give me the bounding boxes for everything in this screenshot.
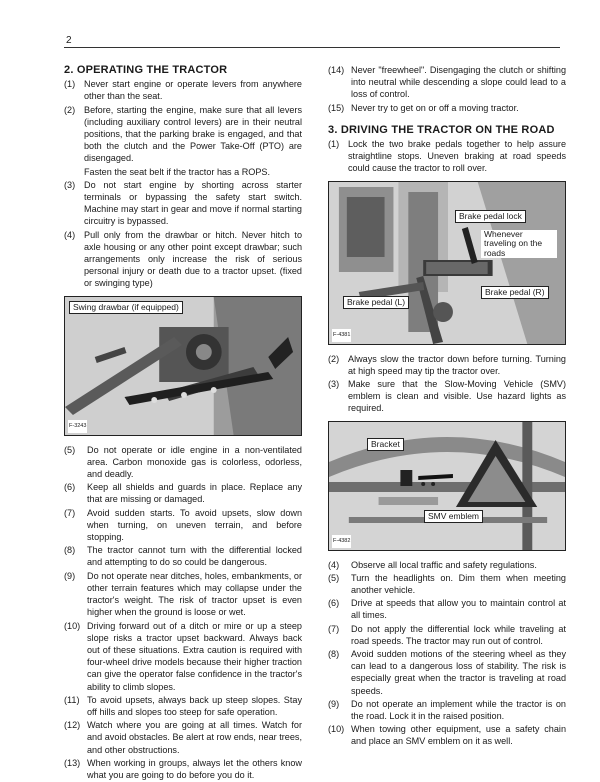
right-list-b [328,138,566,175]
list-item-text: When working in groups, always let the others know what you are going to do before you do it. [87,757,302,780]
list-item-number: (5) [64,444,76,455]
list-note: Fasten the seat belt if the tractor has a ROPS. [84,166,271,177]
list-item-text: To avoid upsets, always back up steep slopes. Stay off hills and slopes too steep for safe operation. [87,694,302,717]
list-item [328,64,566,101]
drawbar-illustration [65,297,301,435]
list-item-text: Do not operate or idle engine in a non-ventilated area. Carbon monoxide gas is colorless, odorless, and deadly. [87,444,302,480]
brake-pedal-r-label: Brake pedal (R) [481,286,549,299]
list-item [64,507,302,544]
list-item-text: Driving forward out of a ditch or mire or up a steep slope risks a tractor upset backward. Always back out of these situations. Extra caution is required with four-wheel drive models because their higher traction can give the operator false confidence in the tractor's ability to climb slopes. [87,620,302,692]
list-item [328,623,566,647]
list-item [328,572,566,596]
right-column [328,64,566,749]
list-item-text: Do not apply the differential lock while traveling at road speeds. The tractor may run out of control. [351,623,566,646]
list-item [328,723,566,747]
list-item-text: Always slow the tractor down before turning. Turning at high speed may tip the tractor over. [348,353,566,376]
list-item-number: (8) [328,649,340,660]
list-item-text: Do not start engine by shorting across starter terminals or bypassing the safety start switch. Machine may start in gear and move if normal starting circuitry is bypassed. [84,179,302,227]
list-item [328,102,566,114]
figure-code: F-3243 [68,420,87,432]
list-item [328,559,566,571]
list-item-number: (1) [328,139,340,150]
smv-emblem-figure [328,421,566,551]
figure-code: F-4381 [332,329,351,341]
list-item [328,597,566,621]
list-item-text: Do not operate near ditches, holes, embankments, or other terrain features which may collapse under the tractor's weight. The risk of tractor upset is even higher when the ground is loose or wet. [87,570,302,618]
list-item-number: (9) [64,570,76,581]
right-list-c [328,353,566,415]
list-item-text: Before, starting the engine, make sure that all levers (including auxiliary control levers) are in their neutral positions, that the parking brake is engaged, and that both the clutch and the Power Take-Off (PTO) are disengaged. [84,104,302,164]
left-list-a [64,78,302,289]
header-rule [64,47,560,48]
list-item-number: (1) [64,79,76,90]
list-item-number: (15) [328,102,345,113]
section-title-road: 3. DRIVING THE TRACTOR ON THE ROAD [328,123,555,136]
list-item-number: (8) [64,545,76,556]
list-item-number: (3) [64,179,76,190]
list-item-text: Do not operate an implement while the tractor is on the road. Lock it in the raised position. [351,698,566,722]
page-number: 2 [66,35,72,46]
right-list-a [328,64,566,114]
list-item-text: Avoid sudden motions of the steering wheel as they can lead to a dangerous loss of stability. The risk is especially great when the tractor is traveling at road speeds. [351,649,566,696]
right-list-d [328,559,566,748]
list-item-text: Keep all shields and guards in place. Replace any that are missing or damaged. [87,482,302,505]
list-item-text: Never "freewheel". Disengaging the clutch or shifting into neutral while descending a slope could lead to a loss of control. [351,65,566,100]
list-item-number: (14) [328,65,345,75]
list-item-number: (2) [64,104,76,115]
list-item-number: (4) [328,559,340,570]
bracket-label: Bracket [367,438,404,451]
list-item-text: Drive at speeds that allow you to maintain control at all times. [351,598,566,621]
list-item-text: Never start engine or operate levers from anywhere other than the seat. [84,79,302,102]
list-item-number: (7) [328,623,340,634]
list-item-text: Pull only from the drawbar or hitch. Never hitch to axle housing or any other point except drawbar; such arrangements only increase the risk of serious personal injury or death due to a tractor upset. (fixed or swinging type) [84,229,302,289]
smv-emblem-illustration [329,422,565,550]
list-item-number: (6) [64,482,76,493]
list-item-number: (10) [328,724,345,735]
list-item-number: (9) [328,698,340,709]
list-item [64,78,302,102]
section-title-operating: 2. OPERATING THE TRACTOR [64,64,228,76]
list-item-text: Never try to get on or off a moving tractor. [351,102,519,113]
list-item-text: Observe all local traffic and safety regulations. [351,559,537,570]
list-item-text: The tractor cannot turn with the differential locked and attempting to do so could be dangerous. [87,545,302,568]
list-item [64,229,302,290]
list-item-text: Turn the headlights on. Dim them when meeting another vehicle. [351,572,566,596]
list-item-number: (10) [64,620,81,631]
list-item-number: (12) [64,720,81,731]
list-item [64,757,302,781]
list-item-number: (6) [328,598,340,609]
list-item [64,481,302,505]
list-item-number: (4) [64,229,76,240]
list-item [64,544,302,568]
list-item-text: Watch where you are going at all times. Watch for and avoid obstacles. Be alert at row ends, near trees, and other obstructions. [87,720,302,755]
list-item [64,104,302,165]
list-item [64,444,302,481]
list-item [328,648,566,697]
list-item-text: Avoid sudden starts. To avoid upsets, slow down when turning, on uneven terrain, and before stopping. [87,507,302,543]
brake-pedal-illustration [329,182,565,344]
brake-pedal-lock-label: Brake pedal lock [455,210,526,223]
list-item-text: Lock the two brake pedals together to help assure straightline stops. Uneven braking at road speeds could cause the tractor to roll over. [348,139,566,174]
list-item-number: (3) [328,379,340,390]
list-item-number: (7) [64,507,76,518]
brake-pedal-figure [328,181,566,345]
list-item-number: (11) [64,694,80,705]
list-item [328,698,566,722]
list-item-text: When towing other equipment, use a safety chain and place an SMV emblem on it as well. [351,724,566,747]
left-list-b [64,444,302,781]
brake-pedal-l-label: Brake pedal (L) [343,296,409,309]
list-item-text: Make sure that the Slow-Moving Vehicle (SMV) emblem is clean and visible. Use hazard lights as required. [348,379,566,414]
whenever-traveling-label: Whenever traveling on the roads [481,230,557,259]
list-item [328,353,566,377]
list-item [64,620,302,693]
list-item [64,570,302,619]
smv-emblem-label: SMV emblem [424,510,483,523]
list-item [64,179,302,228]
list-item [64,694,302,718]
figure-code: F-4382 [332,535,351,547]
list-item-number: (13) [64,757,81,768]
swing-drawbar-label: Swing drawbar (if equipped) [69,301,183,314]
list-item-number: (5) [328,572,340,583]
list-item [328,378,566,415]
left-column [64,64,302,782]
list-item [328,138,566,175]
list-item [64,719,302,756]
swing-drawbar-figure [64,296,302,436]
list-item-number: (2) [328,353,340,364]
